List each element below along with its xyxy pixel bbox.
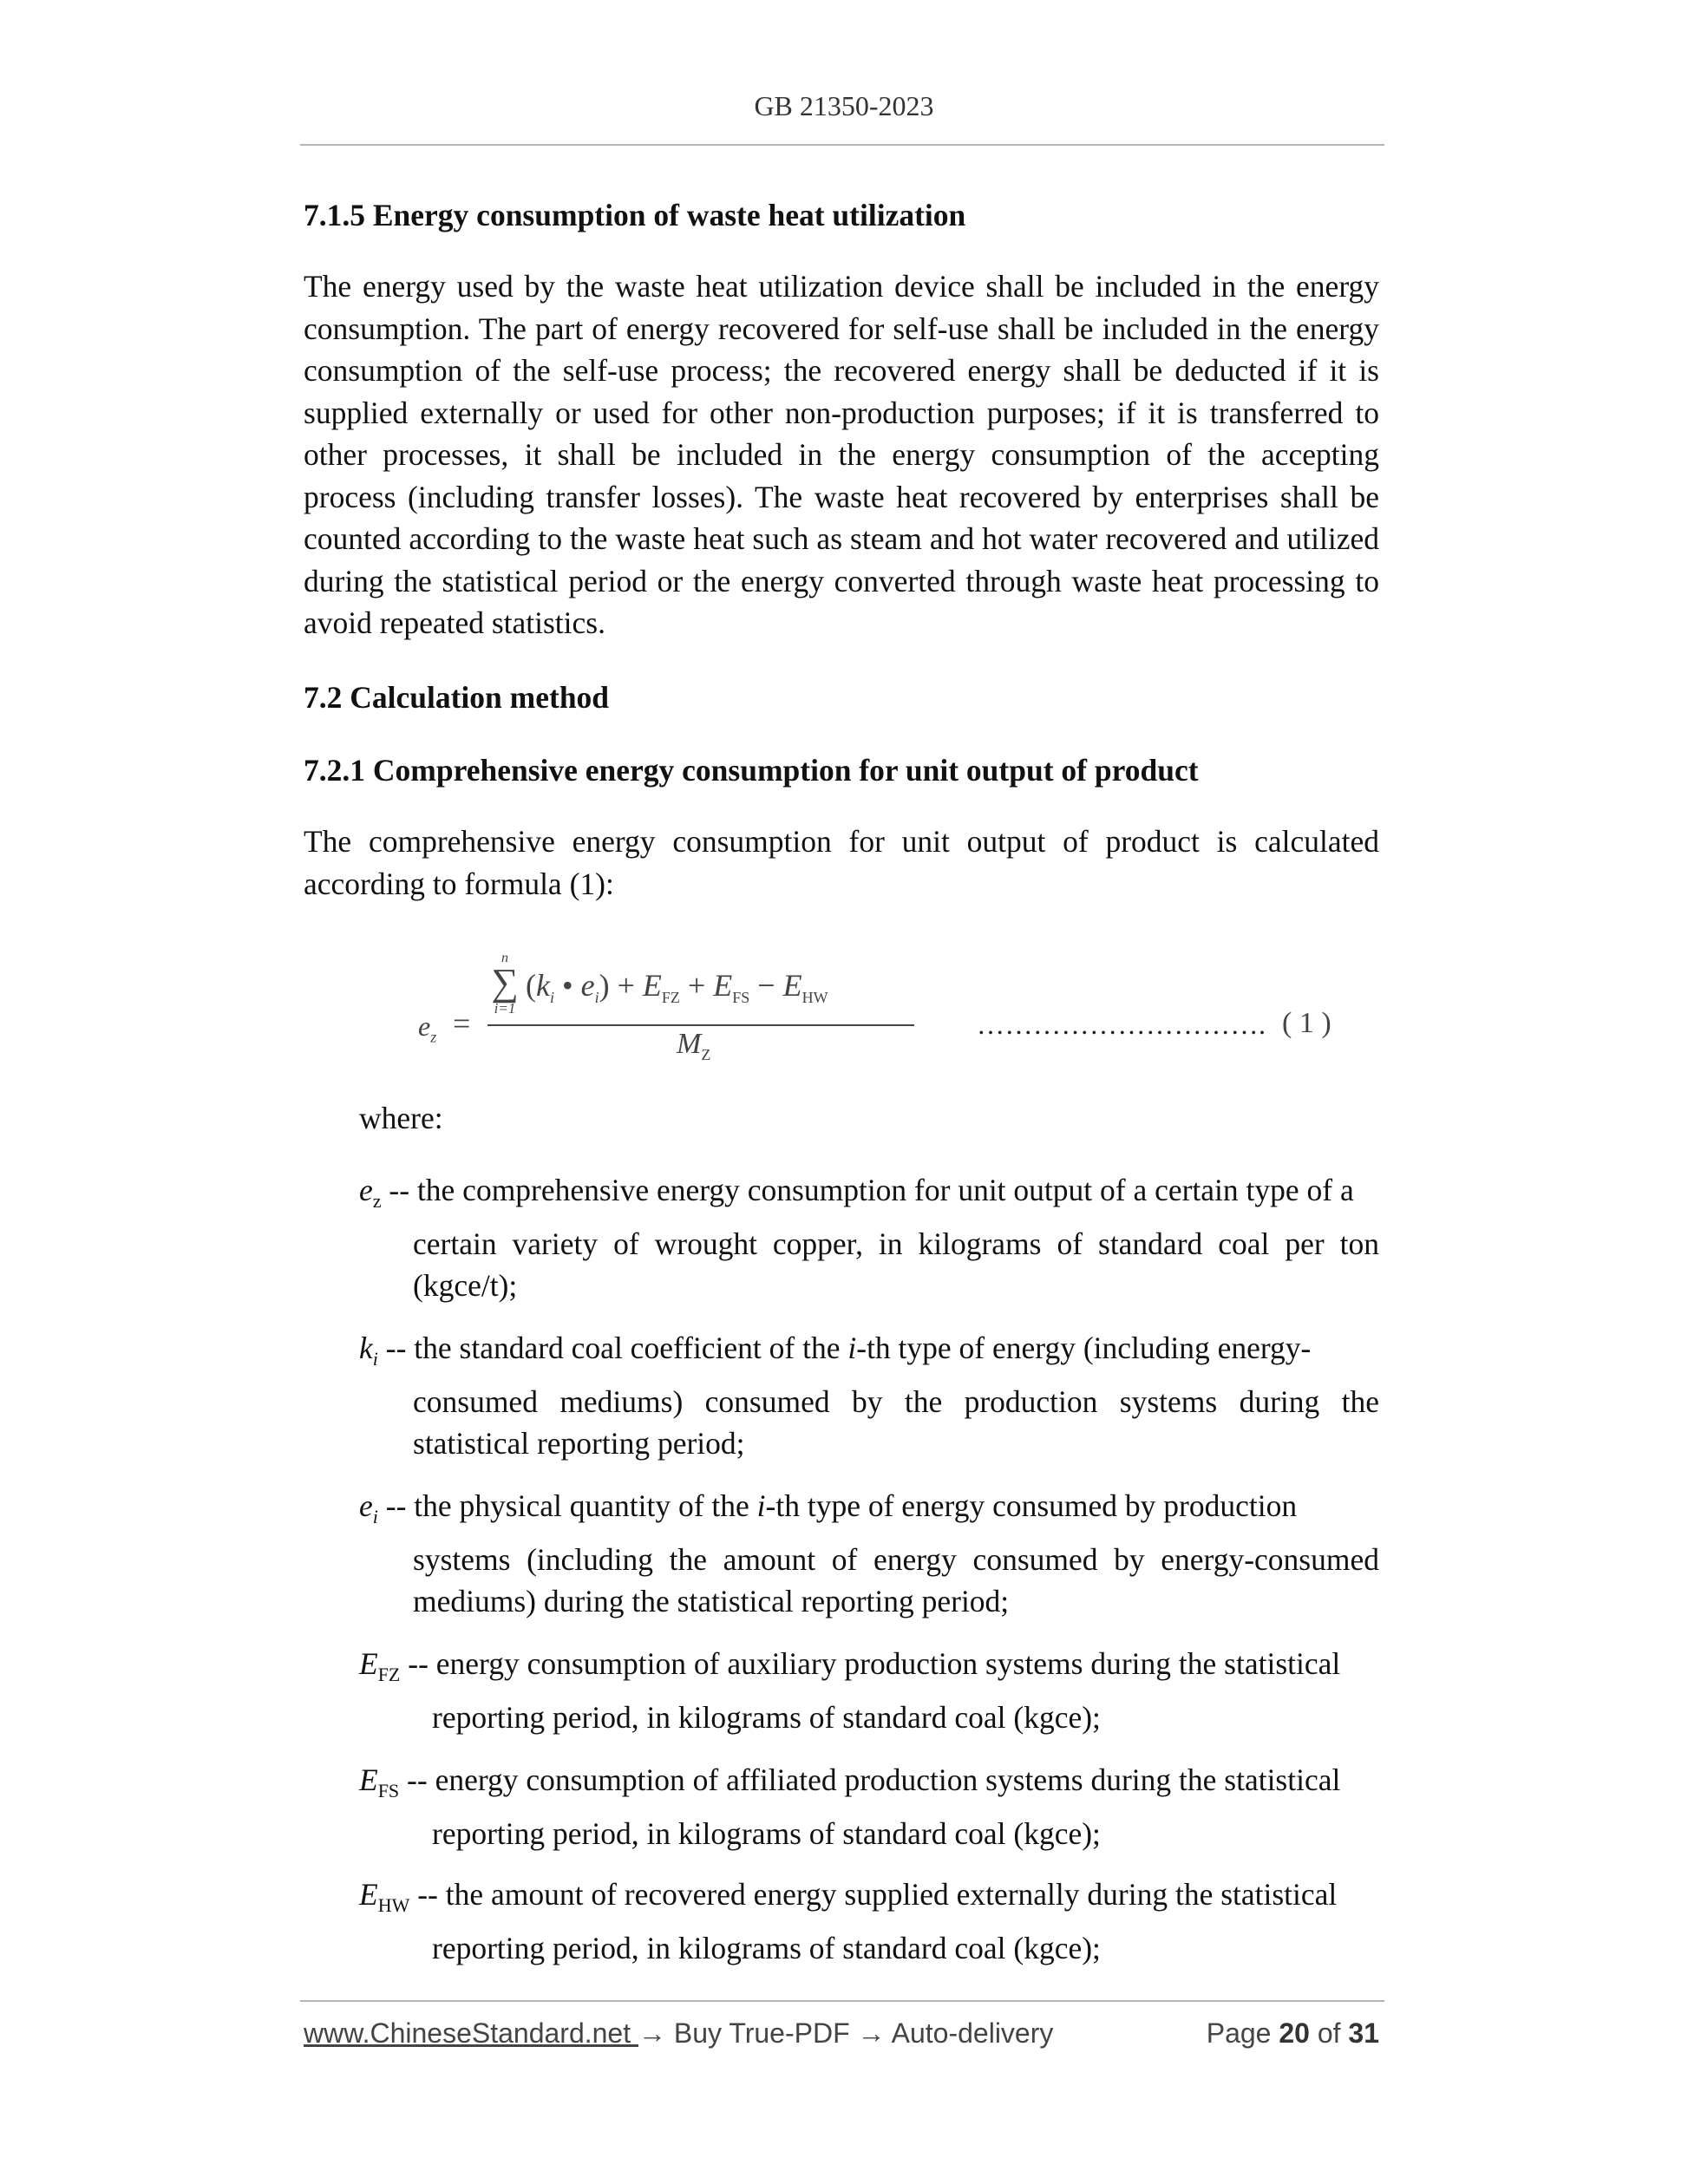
definition-continuation: systems (including the amount of energy consumed by energy-consumed mediums) during the statistical reporting period; [413, 1541, 1379, 1619]
where-label: where: [359, 1101, 443, 1135]
formula-1 [408, 941, 1362, 1071]
definition-continuation: certain variety of wrought copper, in kilograms of standard coal per ton (kgce/t); [413, 1226, 1379, 1304]
section-body-7-2-1: The comprehensive energy consumption for unit output of product is calculated according to formula (1): [304, 824, 1379, 901]
formula-number: ( 1 ) [1282, 1007, 1331, 1039]
definition-efz [359, 1643, 1379, 1738]
arrow-right-icon: → [638, 2017, 666, 2049]
arrow-right-icon: → [857, 2017, 886, 2049]
symbol: $E_{FS}$ [359, 1762, 400, 1802]
definition-ez [359, 1169, 1379, 1307]
page-header: GB 21350-2023 [754, 90, 934, 121]
formula-numerator: ($k_i$ • $e_i) + E_{FZ} + E_{FS} - E_{HW}$ [526, 968, 828, 1007]
symbol: $E_{FZ}$ [359, 1646, 401, 1686]
auto-delivery-text: Auto-delivery [885, 2017, 1054, 2049]
symbol: $e_z$ [359, 1173, 382, 1213]
definition-first-line: $E_{FS}$ -- energy consumption of affiliated production systems during the statistical [359, 1762, 1341, 1802]
page-footer [304, 2017, 1379, 2050]
definition-ki [359, 1327, 1379, 1465]
section-heading-7-2-1: 7.2.1 Comprehensive energy consumption for unit output of product [304, 753, 1199, 788]
definition-ei [359, 1485, 1379, 1623]
section-heading-7-1-5: 7.1.5 Energy consumption of waste heat utilization [304, 198, 966, 232]
summation [487, 951, 522, 1017]
definition-first-line: $E_{FZ}$ -- energy consumption of auxiliary production systems during the statistical [359, 1646, 1341, 1686]
definition-continuation: reporting period, in kilograms of standard coal (kgce); [432, 1699, 1101, 1735]
definition-first-line: $e_z$ -- the comprehensive energy consumption for unit output of a certain type of a [359, 1173, 1354, 1213]
sum-lower-limit: i=1 [494, 1000, 516, 1017]
definition-first-line: $E_{HW}$ -- the amount of recovered energy supplied externally during the statistical [359, 1877, 1338, 1917]
definition-first-line: $e_i$ -- the physical quantity of the i-th type of energy consumed by production [359, 1488, 1298, 1528]
sum-upper-limit: n [501, 951, 508, 965]
section-body-7-1-5: The energy used by the waste heat utilization device shall be included in the energy consumption. The part of energy recovered for self-use shall be included in the energy consumption of the self-use process; the recovered energy shall be deducted if it is supplied externally or used for other non-production purposes; if it is transferred to other processes, it shall be included in the energy consumption of the accepting process (including transfer losses). The waste heat recovered by enterprises shall be counted according to the waste heat such as steam and hot water recovered and utilized during the statistical period or the energy converted through waste heat processing to avoid repeated statistics. [304, 269, 1379, 640]
fraction-bar [487, 1024, 914, 1026]
definition-continuation: reporting period, in kilograms of standard coal (kgce); [432, 1815, 1101, 1851]
definition-efs [359, 1759, 1379, 1854]
symbol: $E_{HW}$ [359, 1877, 410, 1917]
formula-equals: = [453, 1006, 471, 1041]
header-divider [300, 144, 1384, 146]
site-link[interactable]: www.ChineseStandard.net [304, 2017, 638, 2049]
page-number: Page 20 of 31 [1206, 2017, 1379, 2049]
formula-denominator: $M_Z$ [677, 1028, 711, 1063]
definition-ehw [359, 1873, 1379, 1969]
definition-continuation: reporting period, in kilograms of standard coal (kgce); [432, 1930, 1101, 1965]
formula-leader-dots: …………………………. [977, 1009, 1266, 1040]
buy-pdf-text: Buy True-PDF [666, 2017, 858, 2049]
formula-lhs: $e_z$ [418, 1010, 437, 1046]
definition-first-line: $k_i$ -- the standard coal coefficient of the i-th type of energy (including energy- [359, 1331, 1312, 1370]
sigma-symbol: ∑ [491, 961, 519, 1004]
footer-divider [300, 2000, 1384, 2002]
symbol: $k_i$ [359, 1331, 378, 1370]
symbol: $e_i$ [359, 1488, 378, 1528]
definition-continuation: consumed mediums) consumed by the production systems during the statistical reporting period; [413, 1383, 1379, 1461]
section-heading-7-2: 7.2 Calculation method [304, 680, 610, 715]
